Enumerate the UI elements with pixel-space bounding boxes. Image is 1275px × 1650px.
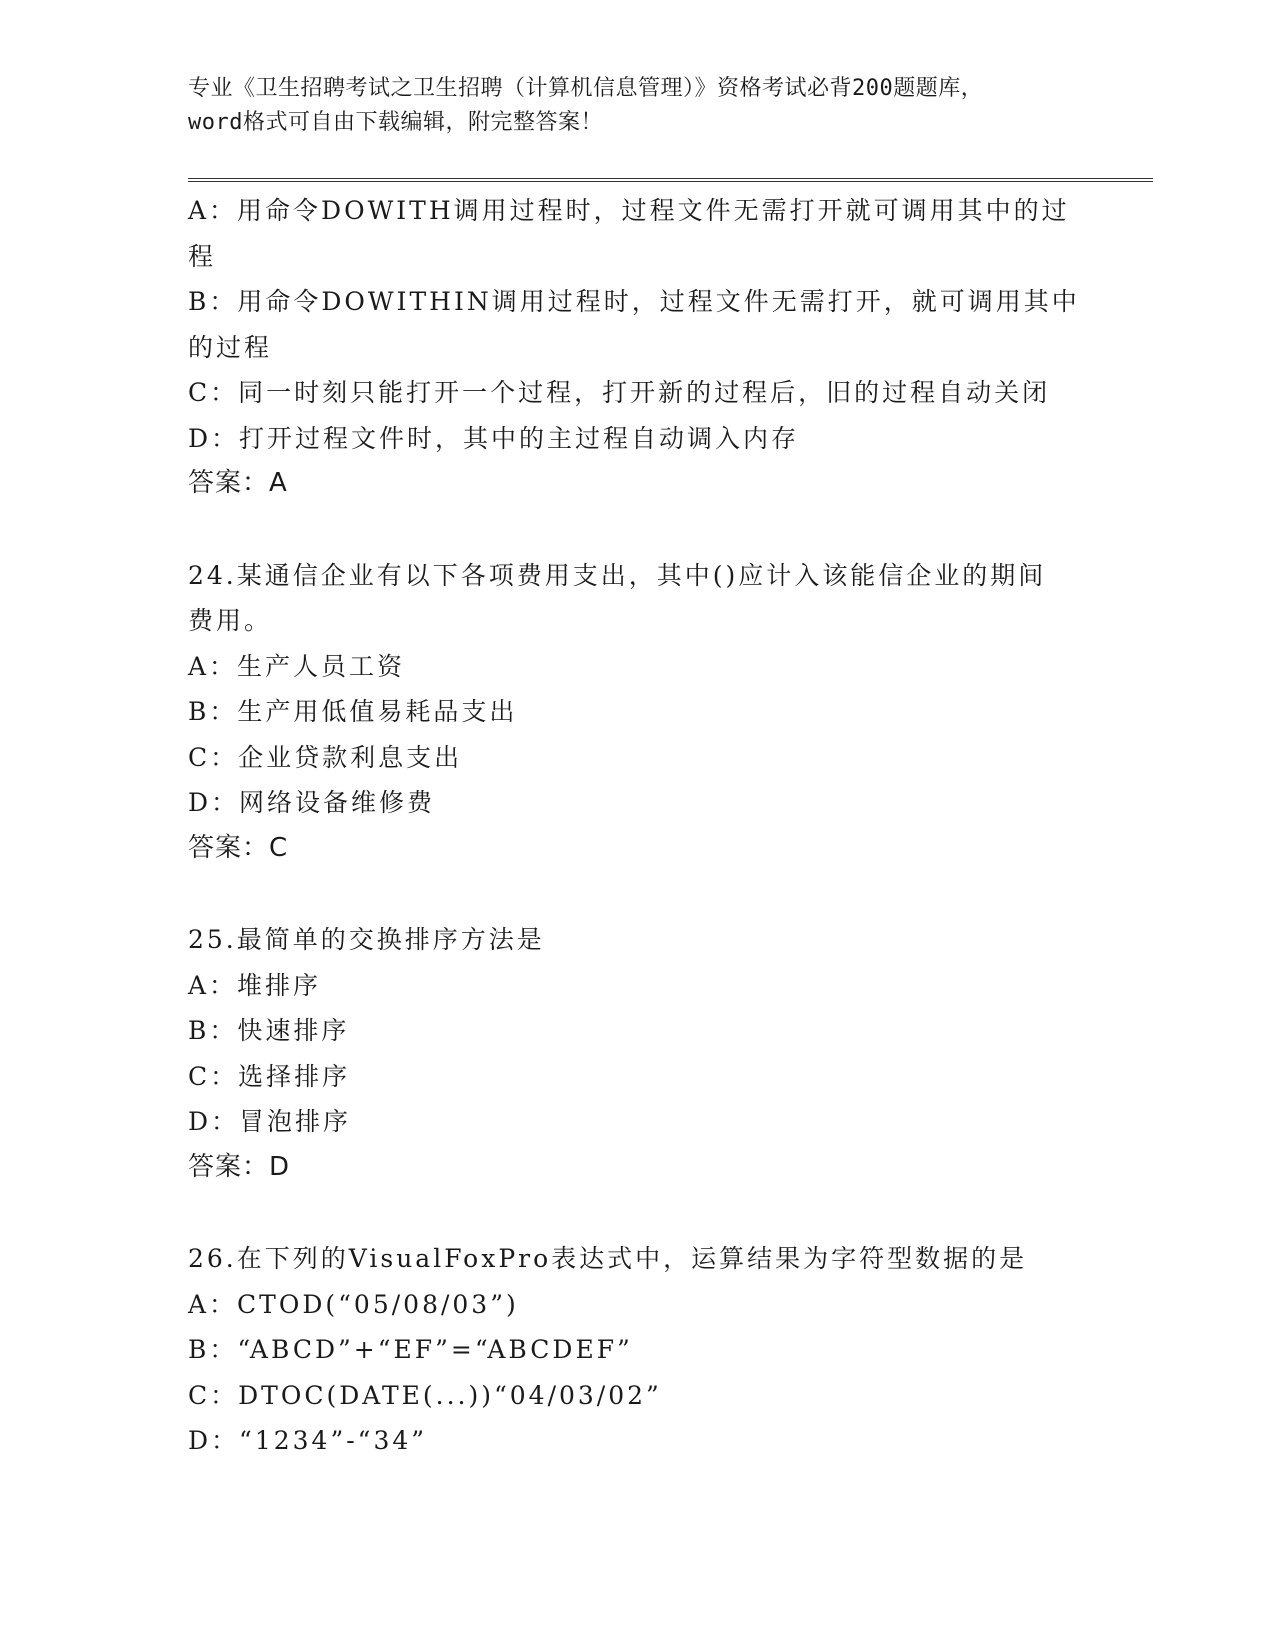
question-24 <box>188 553 1088 872</box>
option-a: A：堆排序 <box>188 970 322 1000</box>
answer-line: 答案：A <box>188 468 288 498</box>
option-a: A：生产人员工资 <box>188 651 406 681</box>
question-26 <box>188 1236 1088 1464</box>
option-a: A：CTOD(“05/08/03”) <box>188 1289 519 1319</box>
option-line: C：同一时刻只能打开一个过程，打开新的过程后，旧的过程自动关闭 <box>188 378 1051 407</box>
question-stem: 24.某通信企业有以下各项费用支出，其中()应计入该能信企业的期间 <box>188 560 1047 590</box>
option-b: B：生产用低值易耗品支出 <box>188 697 518 726</box>
option-b: B：“ABCD”+“EF”=“ABCDEF” <box>188 1335 633 1364</box>
spacer <box>188 871 1088 917</box>
option-d: D：“1234”-“34” <box>188 1426 428 1455</box>
option-b: B：快速排序 <box>188 1016 350 1045</box>
option-line: D：打开过程文件时，其中的主过程自动调入内存 <box>188 423 800 453</box>
option-line: 的过程 <box>188 332 273 362</box>
question-25 <box>188 917 1088 1190</box>
option-line: A：用命令DOWITH调用过程时，过程文件无需打开就可调用其中的过 <box>188 196 1070 225</box>
question-stem: 费用。 <box>188 606 273 635</box>
question-list <box>188 188 1088 1464</box>
header-divider <box>188 178 1153 182</box>
header-line-1: 专业《卫生招聘考试之卫生招聘（计算机信息管理）》资格考试必背200题题库， <box>188 76 984 101</box>
option-c: C：选择排序 <box>188 1061 351 1091</box>
option-d: D：网络设备维修费 <box>188 788 436 817</box>
question-23-continued <box>188 188 1088 507</box>
document-header <box>188 72 1088 140</box>
spacer <box>188 507 1088 553</box>
option-c: C：企业贷款利息支出 <box>188 742 463 772</box>
question-stem: 25.最简单的交换排序方法是 <box>188 925 545 954</box>
question-stem: 26.在下列的VisualFoxPro表达式中，运算结果为字符型数据的是 <box>188 1244 1028 1273</box>
option-line: 程 <box>188 241 217 271</box>
spacer <box>188 1190 1088 1236</box>
answer-line: 答案：C <box>188 832 289 863</box>
answer-line: 答案：D <box>188 1151 291 1182</box>
option-c: C：DTOC(DATE(...))“04/03/02” <box>188 1380 662 1410</box>
option-line: B：用命令DOWITHIN调用过程时，过程文件无需打开，就可调用其中 <box>188 287 1080 316</box>
header-line-2: word格式可自由下载编辑，附完整答案！ <box>188 110 603 135</box>
option-d: D：冒泡排序 <box>188 1107 352 1136</box>
